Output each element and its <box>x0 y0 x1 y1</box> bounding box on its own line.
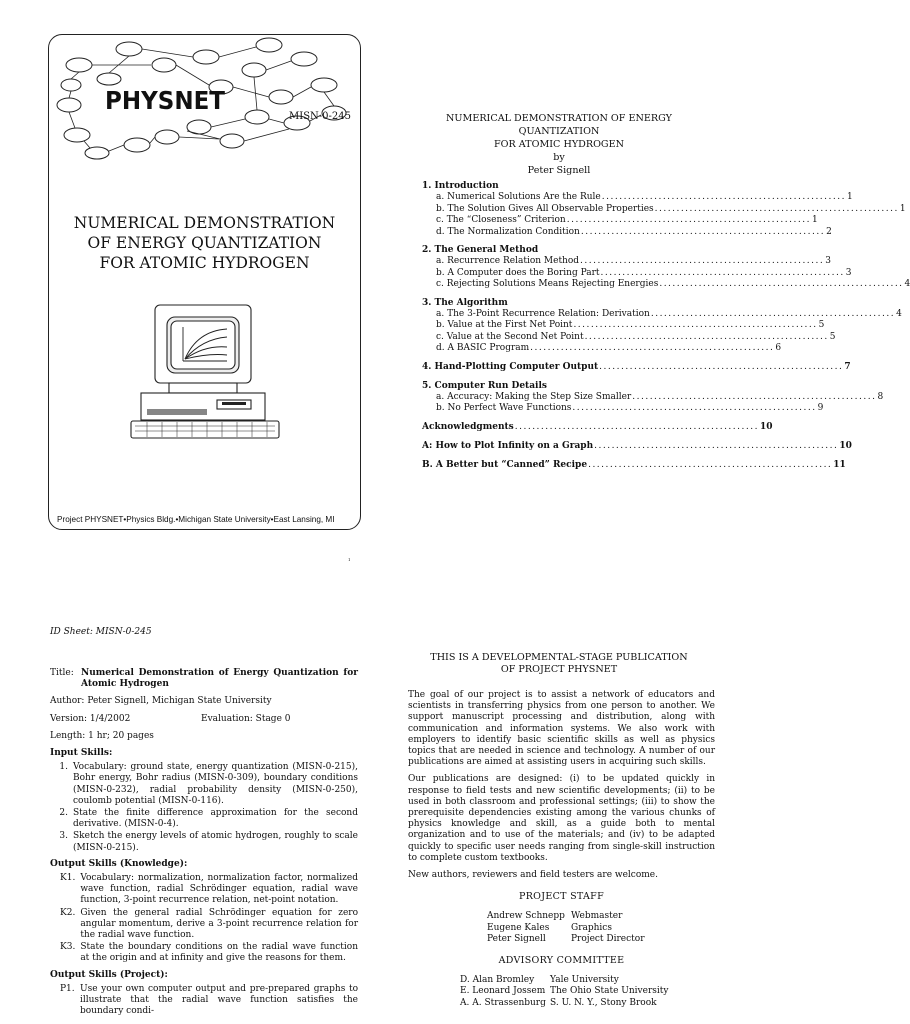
toc-item-page: 5 <box>829 331 836 342</box>
project-skills-list <box>50 984 358 1018</box>
toc-item-page: 10 <box>839 440 852 451</box>
toc-section <box>422 244 910 291</box>
advisor-org: Yale University <box>550 975 619 986</box>
length-line: Length: 1 hr; 20 pages <box>50 730 154 741</box>
dev-publication-body <box>408 690 715 1009</box>
advisor-name: A. A. Strassenburg <box>460 997 546 1008</box>
id-sheet-body <box>50 668 358 1022</box>
toc-item-page: 6 <box>775 343 782 353</box>
list-item <box>50 942 358 964</box>
evaluation-line: Evaluation: Stage 0 <box>201 713 291 724</box>
toc-item-text: a. Numerical Solutions Are the Rule <box>436 192 601 202</box>
version-line: Version: 1/4/2002 <box>50 713 131 724</box>
item-number: K1. <box>60 873 76 884</box>
advisor-name: D. Alan Bromley <box>460 975 535 986</box>
toc-item-page: 9 <box>817 403 824 413</box>
toc-section <box>422 180 906 238</box>
computer-illustration <box>127 301 282 446</box>
toc-item-page: 10 <box>759 421 773 432</box>
toc-item-text: a. The 3-Point Recurrence Relation: Derivation <box>436 308 650 319</box>
toc-item-page: 8 <box>877 391 884 402</box>
toc-item[interactable]: d. A BASIC Program ........................................................ 6 <box>436 343 782 353</box>
title-value: Numerical Demonstration of Energy Quantization for Atomic Hydrogen <box>81 668 358 690</box>
advisor-name: E. Leonard Jossem <box>460 986 546 997</box>
staff-role: Webmaster <box>571 911 623 922</box>
knowledge-skills-heading: Output Skills (Knowledge): <box>50 858 188 869</box>
project-skills-heading: Output Skills (Project): <box>50 969 168 980</box>
author-line: Author: Peter Signell, Michigan State University <box>50 696 272 707</box>
staff-name: Andrew Schnepp <box>487 911 565 922</box>
page-number: 1 <box>348 557 351 562</box>
advisor-org: The Ohio State University <box>550 986 669 997</box>
cover-title-line: NUMERICAL DEMONSTRATION <box>73 214 336 232</box>
cover-card <box>48 34 361 530</box>
toc-item[interactable]: a. The 3-Point Recurrence Relation: Derivation ........................................................ 4 <box>436 308 902 319</box>
toc-author: Peter Signell <box>527 165 591 176</box>
toc-item[interactable]: c. Value at the Second Net Point ........................................................ 5 <box>436 331 836 342</box>
item-text: Use your own computer output and pre-prepared graphs to illustrate that the radial wave function satisfies the boundary condi- <box>80 983 358 1017</box>
item-number: 3. <box>59 831 68 842</box>
toc-section-entry[interactable]: 4. Hand-Plotting Computer Output ........................................................ 7 <box>422 361 851 372</box>
cover-footer: Project PHYSNET•Physics Bldg.•Michigan State University•East Lansing, MI <box>57 515 335 524</box>
item-text: State the finite difference approximation for the second derivative. (MISN-0-4). <box>73 808 358 830</box>
heading-line: THIS IS A DEVELOPMENTAL-STAGE PUBLICATION <box>430 652 688 663</box>
toc-title-line: FOR ATOMIC HYDROGEN <box>493 139 624 150</box>
toc-item-text: c. Value at the Second Net Point <box>436 331 584 342</box>
toc-item-text: d. A BASIC Program <box>436 343 530 353</box>
heading-line: OF PROJECT PHYSNET <box>500 664 618 675</box>
toc-section-title[interactable]: 5. Computer Run Details <box>422 380 547 391</box>
list-item <box>50 808 358 830</box>
staff-role: Graphics <box>571 922 612 933</box>
knowledge-skills-list <box>50 873 358 965</box>
toc-item-text: b. A Computer does the Boring Part <box>436 267 600 278</box>
staff-name: Eugene Kales <box>487 922 550 933</box>
toc-section <box>422 297 902 355</box>
item-text: State the boundary conditions on the radial wave function at the origin and at infinity and give the reasons for them. <box>80 942 358 964</box>
toc-item[interactable]: c. The “Closeness” Criterion ........................................................ 1 <box>436 215 818 225</box>
toc-item[interactable]: c. Rejecting Solutions Means Rejecting Energies ........................................................ 4 <box>436 279 910 289</box>
toc-item-page: 4 <box>896 308 902 319</box>
advisor-org: S. U. N. Y., Stony Brook <box>550 997 657 1008</box>
input-skills-heading: Input Skills: <box>50 748 113 759</box>
toc-item-page: 4 <box>904 279 910 289</box>
item-number: K2. <box>60 907 76 918</box>
toc-section-title: B. A Better but “Canned” Recipe <box>422 459 588 470</box>
toc-item-page: 1 <box>811 215 818 225</box>
advisory-heading: ADVISORY COMMITTEE <box>498 955 625 967</box>
cover-title-line: FOR ATOMIC HYDROGEN <box>99 254 310 272</box>
toc-section <box>422 380 884 415</box>
toc-item[interactable]: d. The Normalization Condition ........................................................ 2 <box>436 226 832 237</box>
id-sheet-label: ID Sheet: MISN-0-245 <box>50 627 152 637</box>
list-item <box>50 873 358 907</box>
toc-item-text: a. Recurrence Relation Method <box>436 256 580 266</box>
item-text: Vocabulary: ground state, energy quantization (MISN-0-215), Bohr energy, Bohr radius (MISN-0-309), boundary conditions (MISN-0-232), radial probability density (MISN-0-250), coulomb potential (MISN-0-116). <box>73 762 358 806</box>
staff-heading: PROJECT STAFF <box>519 891 604 903</box>
advisory-list <box>460 975 715 1009</box>
toc-section-title[interactable]: 2. The General Method <box>422 245 539 255</box>
toc-section-entry[interactable]: A: How to Plot Infinity on a Graph ........................................................ 10 <box>422 440 852 451</box>
toc-item-page: 1 <box>899 203 906 214</box>
toc-item-text: a. Accuracy: Making the Step Size Smaller <box>436 391 632 402</box>
list-item <box>50 908 358 942</box>
toc-section-title[interactable]: 1. Introduction <box>422 181 499 191</box>
toc-item[interactable]: a. Accuracy: Making the Step Size Smaller ........................................................ 8 <box>436 391 884 402</box>
paragraph: New authors, reviewers and field testers are welcome. <box>408 870 658 881</box>
toc-item-page: 3 <box>845 267 852 278</box>
staff-name: Peter Signell <box>487 933 546 944</box>
toc-item-page: 3 <box>825 256 831 266</box>
dev-publication-heading <box>405 652 713 676</box>
item-text: Vocabulary: normalization, normalization factor, normalized wave function, radial Schrödinger equation, radial wave function, 3-point recurrence relation, net-point notation. <box>80 873 358 906</box>
title-row <box>50 668 358 690</box>
toc-item-text: b. Value at the First Net Point <box>436 320 573 330</box>
toc-section-entry[interactable]: Acknowledgments ........................................................ 10 <box>422 421 773 432</box>
version-row <box>50 714 358 725</box>
toc-item-text: d. The Normalization Condition <box>436 226 580 237</box>
toc-item-page: 5 <box>818 320 825 330</box>
item-number: K3. <box>60 942 76 953</box>
toc-item-text: c. The “Closeness” Criterion <box>436 215 566 225</box>
staff-role: Project Director <box>571 933 645 944</box>
list-item <box>50 984 358 1018</box>
toc-section-title: A: How to Plot Infinity on a Graph <box>422 440 594 451</box>
toc-item[interactable]: b. A Computer does the Boring Part ........................................................ 3 <box>436 267 852 278</box>
item-text: Sketch the energy levels of atomic hydrogen, roughly to scale (MISN-0-215). <box>73 831 358 853</box>
title-label: Title: <box>50 668 74 678</box>
toc-item[interactable]: b. No Perfect Wave Functions ........................................................ 9 <box>436 403 824 413</box>
toc-item-page: 2 <box>826 226 832 237</box>
paragraph: The goal of our project is to assist a network of educators and scientists in transferring physics from one person to another. We support manuscript processing and distribution, along with communication and information systems. We also work with employers to identify basic scientific skills as well as physics topics that are needed in science and technology. A number of our publications are aimed at assisting users in acquiring such skills. <box>408 690 715 768</box>
toc-item[interactable]: b. The Solution Gives All Observable Properties ........................................................ 1 <box>436 203 906 214</box>
toc-item[interactable]: b. Value at the First Net Point ........................................................ 5 <box>436 320 825 330</box>
staff-list <box>487 911 715 945</box>
paragraph: Our publications are designed: (i) to be updated quickly in response to field tests and new scientific developments; (ii) to be used in both classroom and professional settings; (iii) to show the prerequisite dependencies existing among the various chunks of physics knowledge and skill, as a guide both to mental organization and to use of the materials; and (iv) to be adapted quickly to specific user needs ranging from single-skill instruction to complete custom textbooks. <box>408 774 715 863</box>
toc-item-text: c. Rejecting Solutions Means Rejecting Energies <box>436 279 659 289</box>
toc-section-title: Acknowledgments <box>422 421 514 432</box>
toc-section-title[interactable]: 3. The Algorithm <box>422 297 508 308</box>
item-number: 1. <box>59 762 68 773</box>
physnet-logo: PHYSNET <box>105 86 225 115</box>
toc-item[interactable]: a. Recurrence Relation Method ........................................................ 3 <box>436 256 831 266</box>
toc-section-title: 4. Hand-Plotting Computer Output <box>422 361 599 372</box>
module-code: MISN-0-245 <box>289 111 351 122</box>
toc-heading <box>405 112 713 177</box>
input-skills-list <box>50 762 358 854</box>
toc-item-text: b. No Perfect Wave Functions <box>436 403 572 413</box>
cover-title <box>49 213 360 273</box>
toc-title-line: NUMERICAL DEMONSTRATION OF ENERGY QUANTIZATION <box>446 113 672 137</box>
item-text: Given the general radial Schrödinger equation for zero angular momentum, derive a 3-point recurrence relation for the radial wave function. <box>80 907 358 941</box>
item-number: P1. <box>60 983 75 994</box>
list-item <box>50 831 358 853</box>
toc-item-page: 1 <box>846 192 853 202</box>
item-number: 2. <box>59 808 68 819</box>
toc-section-entry[interactable]: B. A Better but “Canned” Recipe ........................................................ 11 <box>422 459 846 470</box>
toc-item-page: 7 <box>844 361 851 372</box>
list-item <box>50 762 358 807</box>
toc-item-text: b. The Solution Gives All Observable Properties <box>436 203 654 214</box>
cover-title-line: OF ENERGY QUANTIZATION <box>87 234 322 252</box>
toc-by: by <box>553 152 565 163</box>
table-of-contents <box>422 180 910 478</box>
toc-item[interactable]: a. Numerical Solutions Are the Rule ........................................................ 1 <box>436 192 853 202</box>
toc-item-page: 11 <box>833 459 846 470</box>
